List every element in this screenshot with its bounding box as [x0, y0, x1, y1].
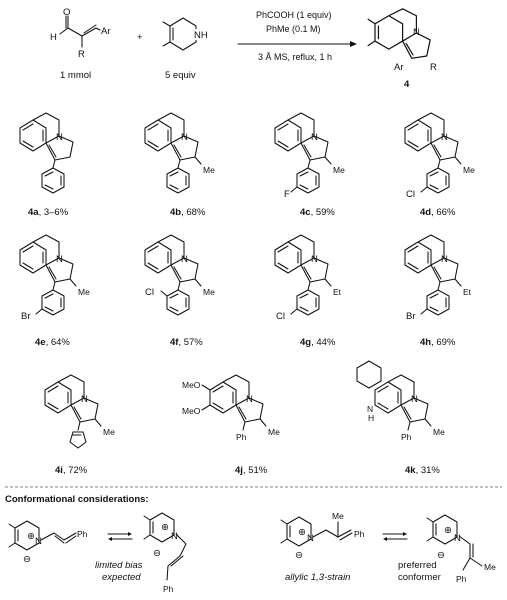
n-label-conf-4: N: [454, 533, 461, 544]
condition-solvent: PhMe (0.1 M): [266, 24, 321, 34]
aryl-label: Ar: [101, 26, 111, 37]
minus-charge-4: ⊖: [437, 550, 445, 561]
reaction-arrow: [238, 41, 357, 47]
me-label-4j: Me: [268, 427, 280, 437]
n-label-4f: N: [181, 254, 188, 265]
caption-expected: expected: [102, 572, 141, 583]
nh-n-label-4k: N: [367, 404, 374, 414]
condition-acid: PhCOOH (1 equiv): [256, 10, 332, 20]
nh-label: NH: [194, 30, 208, 41]
label-4e: 4e, 64%: [35, 337, 70, 348]
label-4j: 4j, 51%: [235, 465, 268, 476]
label-4h: 4h, 69%: [420, 337, 456, 348]
n-label-4h: N: [441, 254, 448, 265]
me-label-4f: Me: [203, 287, 215, 297]
et-label-4g: Et: [333, 287, 342, 297]
label-4c: 4c, 59%: [300, 207, 335, 218]
meo-label-4j-2: MeO: [182, 406, 201, 416]
equilibrium-arrow-1: [108, 532, 132, 541]
reactant-enal: [50, 7, 111, 60]
n-label-4a: N: [56, 132, 63, 143]
caption-conformer: conformer: [398, 572, 441, 583]
compound-4c: [275, 113, 331, 193]
product-r-label: R: [430, 62, 437, 73]
iminium-methyl-strained: [281, 517, 352, 546]
compound-4h: [405, 235, 461, 315]
caption-preferred: preferred: [398, 560, 437, 571]
plus-charge-4: ⊕: [444, 525, 452, 536]
br-label-4h: Br: [406, 311, 416, 322]
condition-misc: 3 Å MS, reflux, 1 h: [258, 52, 333, 62]
compound-4e: [20, 235, 76, 315]
hydrogen-label: H: [50, 32, 57, 43]
plus-charge-2: ⊕: [161, 522, 169, 533]
cl-label-4d: Cl: [406, 189, 415, 200]
label-4i: 4i, 72%: [55, 465, 88, 476]
me-label-4b: Me: [203, 165, 215, 175]
br-label-4e: Br: [21, 311, 31, 322]
compound-4d: [405, 113, 461, 193]
equilibrium-arrow-2: [383, 532, 407, 541]
compound-4f: [145, 235, 201, 315]
reactant-tetrahydropyridine: [163, 18, 220, 50]
label-4f: 4f, 57%: [170, 337, 203, 348]
compound-4b: [145, 113, 201, 193]
product-general: [368, 9, 430, 58]
n-label-4i: N: [81, 394, 88, 405]
caption-limited-bias: limited bias: [95, 560, 143, 571]
minus-charge-3: ⊖: [295, 550, 303, 561]
cl-label-4f: Cl: [145, 287, 154, 298]
ph-label-conf-3: Ph: [354, 529, 365, 539]
f-label-4c: F: [284, 189, 290, 200]
n-label-conf-1: N: [35, 536, 42, 547]
me-label-4e: Me: [78, 287, 90, 297]
ph-label-conf-2: Ph: [163, 584, 174, 594]
label-4d: 4d, 66%: [420, 207, 456, 218]
me-label-conf-4: Me: [484, 562, 496, 572]
compound-4j: [202, 375, 266, 430]
et-label-4h: Et: [463, 287, 472, 297]
me-label-4d: Me: [463, 165, 475, 175]
n-label-4g: N: [311, 254, 318, 265]
plus-charge-1: ⊕: [27, 531, 35, 542]
me-label-4c: Me: [333, 165, 345, 175]
minus-charge-2: ⊖: [153, 548, 161, 559]
compound-4a: [20, 113, 73, 193]
n-label-conf-3: N: [307, 533, 314, 544]
iminium-extended: [9, 521, 76, 550]
n-label-4j: N: [246, 394, 253, 405]
me-label-conf-3: Me: [332, 511, 344, 521]
nh-h-label-4k: H: [368, 413, 375, 423]
plus-sign: +: [137, 32, 143, 43]
conformational-title: Conformational considerations:: [5, 494, 149, 505]
product-number: 4: [404, 79, 410, 90]
plus-charge-3: ⊕: [298, 527, 306, 538]
product-n-label: N: [413, 27, 420, 38]
n-label-4k: N: [411, 394, 418, 405]
n-label-conf-2: N: [171, 531, 178, 542]
ph-label-conf-1: Ph: [77, 529, 88, 539]
compound-4g: [275, 235, 331, 315]
reactant1-amount: 1 mmol: [60, 70, 92, 81]
n-label-4c: N: [311, 132, 318, 143]
caption-allylic-strain: allylic 1,3-strain: [285, 572, 351, 583]
oxygen-label: O: [63, 7, 71, 18]
compound-4i: [45, 375, 101, 448]
me-label-4k: Me: [433, 427, 445, 437]
n-label-4e: N: [56, 254, 63, 265]
cl-label-4g: Cl: [276, 311, 285, 322]
ph-label-conf-4: Ph: [456, 574, 467, 584]
r-group-label: R: [78, 49, 85, 60]
label-4a: 4a, 3–6%: [28, 207, 69, 218]
minus-charge-1: ⊖: [23, 554, 31, 565]
ph-label-4j: Ph: [236, 432, 247, 442]
product-ar-label: Ar: [394, 62, 404, 73]
meo-label-4j-1: MeO: [182, 380, 201, 390]
label-4k: 4k, 31%: [405, 465, 440, 476]
n-label-4b: N: [181, 132, 188, 143]
label-4g: 4g, 44%: [300, 337, 336, 348]
label-4b: 4b, 68%: [170, 207, 206, 218]
me-label-4i: Me: [103, 427, 115, 437]
reactant2-amount: 5 equiv: [165, 70, 196, 81]
n-label-4d: N: [441, 132, 448, 143]
ph-label-4k: Ph: [401, 432, 412, 442]
